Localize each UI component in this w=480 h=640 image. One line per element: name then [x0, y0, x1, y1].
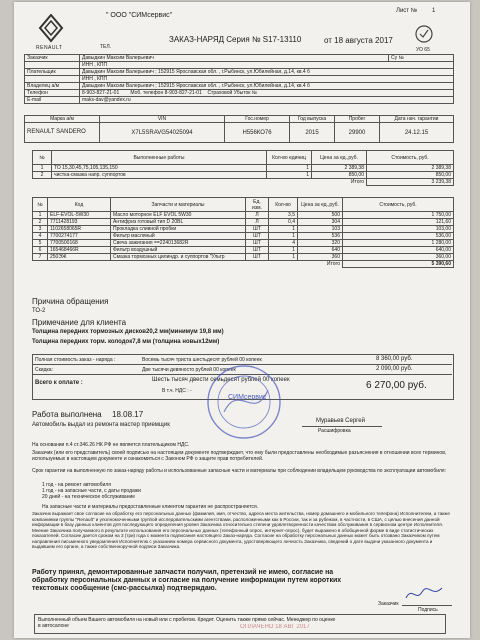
client-row	[25, 83, 454, 90]
works-header: Цена за ед.,руб.	[312, 151, 367, 165]
works-header: №	[33, 151, 52, 165]
parts-header: Ед. изм.	[246, 198, 269, 212]
car-year: 2015	[290, 123, 335, 143]
works-qty: 1	[267, 165, 312, 172]
stamp-code: УО 65	[416, 47, 430, 53]
customer-label: Заказчик	[378, 601, 399, 607]
legal-p3c: 20 дней - на техническое обслуживание	[42, 494, 136, 500]
parts-total: 5 390,60	[343, 261, 454, 268]
car-brand: RENAULT SANDERO	[25, 123, 100, 143]
parts-header: Цена за ед.,руб.	[298, 198, 343, 212]
pay-label: Всего к оплате :	[35, 380, 83, 386]
works-header: Выполненные работы	[52, 151, 267, 165]
works-header-row	[33, 151, 454, 165]
works-total-label: Итого	[33, 179, 367, 186]
legal-p4: На запасные части и материалы предоставленные клиентом гарантия не распространяется.	[42, 504, 259, 510]
legal-p2: Заказчик (или его представитель) своей подписью на настоящем документе подтверждает, что ему были предоставлены необходимые разъяснения в отношении всех терминов, используемых в настоящем документе и ознакомиться с Законом РФ о защите прав потребителей.	[32, 450, 447, 462]
works-header: Стоимость, руб.	[367, 151, 454, 165]
legal-p3a: 1 год - на ремонт автомобиля	[42, 482, 111, 488]
works-qty: 1	[267, 172, 312, 179]
note-label: Примечание для клиента	[32, 318, 127, 327]
full-cost-sum: 8 360,00 руб.	[376, 356, 413, 362]
works-sum: 2 389,38	[367, 165, 454, 172]
reason-label: Причина обращения	[32, 297, 109, 306]
note-line-2: Толщина передних торм. колодок7,8 мм (толщина новых12мм)	[32, 339, 220, 345]
accepted-text: Работу принял, демонтированные запчасти получил, претензий не имею, согласие на обработку персональных данных и согласие на получение информации путем коротких текстовых сообщение (смс-рассылка) подтверждаю.	[32, 569, 342, 592]
client-row	[25, 90, 454, 97]
car-mileage: 29900	[335, 123, 380, 143]
done-date: 18.08.17	[112, 410, 144, 419]
pay-sum: 6 270,00 руб.	[366, 380, 427, 391]
car-header: VIN	[100, 116, 225, 123]
mob-label: Моб. телефон	[130, 90, 164, 96]
legal-p1: На основании п.4 ст.346.26 НК РФ не является плательщиком НДС.	[32, 442, 190, 448]
full-cost-words: Восемь тысяч триста шестьдесят рублей 00 копеек	[142, 357, 262, 363]
paid-stamp: ОПЛАЧЕНО 18 АВГ 2017	[240, 624, 310, 630]
full-cost-label: Полная стоимость заказ - наряда :	[35, 357, 116, 363]
client-label	[25, 62, 80, 69]
parts-row: 7 250ЭЖ Смазка тормозных цилиндр. и суппортов "Ультр ШТ 1 360 360,00	[33, 254, 454, 261]
car-header: Год выпуска	[290, 116, 335, 123]
parts-row: 3 1102658065R Прокладка сливной пробки ШТ 1 103 103,00	[33, 226, 454, 233]
parts-table	[32, 197, 454, 268]
works-header: Кол-во единиц	[267, 151, 312, 165]
company-round-stamp	[204, 362, 284, 442]
su-label: Су №	[389, 55, 454, 62]
note-line-1: Толщина передних тормозных дисков20,2 мм(минимум 19,8 мм)	[32, 329, 224, 335]
client-label: Телефон	[25, 90, 80, 97]
client-label: E-mail	[25, 97, 80, 104]
client-value: Давыдкин Максим Валерьевич ; 152915 Ярославская обл. , г.Рыбинск, ул.Юбилейная, д.14, кв.4 б	[80, 69, 454, 76]
client-label: Владелец а/м	[25, 83, 80, 90]
works-table	[32, 150, 454, 186]
signature-label: Подпись	[418, 607, 438, 613]
client-value: ИНН , КПП	[80, 76, 454, 83]
car-warranty: 24.12.15	[380, 123, 454, 143]
client-row	[25, 97, 454, 104]
company-name: " ООО "СИМсервис"	[106, 12, 173, 19]
works-row	[33, 165, 454, 172]
works-n: 1	[33, 165, 52, 172]
document-date: от 18 августа 2017	[324, 36, 393, 45]
car-vin: X7L5SRAVG54025094	[100, 123, 225, 143]
discount-words: Две тысячи девяносто рублей 00 копеек	[142, 367, 236, 373]
parts-header: Стоимость, руб.	[343, 198, 454, 212]
decode-label: Расшифровка	[318, 428, 351, 434]
parts-header: Код	[48, 198, 111, 212]
client-value: Давыдкин Максим Валерьевич ; 152915 Ярославская обл. , г.Рыбинск, ул.Юбилейная, д.14, кв.4 б	[80, 83, 454, 90]
reason-value: ТО-2	[32, 308, 46, 314]
parts-header: Кол-во	[269, 198, 298, 212]
done-label: Работа выполнена	[32, 410, 102, 419]
car-plate: Н556КО76	[225, 123, 290, 143]
car-header: Гос.номер	[225, 116, 290, 123]
parts-total-row	[33, 261, 454, 268]
stamp-icon	[414, 24, 434, 44]
sheet-label: Лист №	[396, 8, 418, 14]
issued-text: Автомобиль выдал из ремонта мастер приемщик	[32, 422, 170, 428]
logo-text: RENAULT	[36, 45, 63, 51]
car-table	[24, 115, 454, 143]
parts-row: 4 7700274177 Фильтр масляный ШТ 1 536 536,00	[33, 233, 454, 240]
master-name: Муравьев Сергей	[316, 418, 365, 424]
renault-logo	[38, 14, 64, 44]
client-label	[25, 76, 80, 83]
legal-p5: Заказчик выражает свое согласие на обработку его персональных данных (фамилия, имя, отчество, адреса места жительства, номер домашнего и мобильного телефона) Исполнителем, а также компаниями группы "Renault" и уполномоченными группой исследовательскими агентствами, расположенными как в России, так и за рубежом, в частности, в США, с целью внесения данной информации в базу данных клиентов для последующего определения уровня Заказчика относительно степени удовлетворенности качеством обслуживания в сервисном центре Исполнителя. Мнение Заказчика получаемого в результате использования его персональных данных (телефонный опрос, интернет-опрос), будет выражено в обобщенной форме в виде статистических показателей. Согласие дается сроком на 3 (три) года с момента подписания настоящего Заказ-наряда. Согласие на обработку персональных данных может быть отозвано Заказчиком путем направления письменного уведомления Исполнителю с указанием номера сервисного документа, удостоверяющего личность Заказчика, сведений о дате выдачи указанного документа и выдавшем его органе, а также собственноручной подписи Заказчика.	[32, 511, 450, 549]
client-row	[25, 55, 454, 62]
parts-header: Запчасти и материалы	[111, 198, 246, 212]
parts-header: №	[33, 198, 48, 212]
discount-label: Скидка:	[35, 367, 53, 373]
legal-p3b: 1 год - на запасные части, с даты продажи	[42, 488, 141, 494]
client-row	[25, 76, 454, 83]
client-row	[25, 69, 454, 76]
parts-row: 1 ELF-EVOL-5W30 Масло моторное ELF EVOL 5W30 Л 3,5 500 1 750,00	[33, 212, 454, 219]
car-header: Марка а/м	[25, 116, 100, 123]
works-total-row	[33, 179, 454, 186]
customer-signature	[404, 584, 444, 604]
works-name: чистка-смазка напр. суппортов	[52, 172, 267, 179]
client-row	[25, 62, 454, 69]
renault-diamond-icon	[38, 14, 64, 44]
works-n: 2	[33, 172, 52, 179]
client-value: ИНН , КПП	[80, 62, 454, 69]
works-row	[33, 172, 454, 179]
works-price: 850,00	[312, 172, 367, 179]
client-label: Плательщик	[25, 69, 80, 76]
vat-label: В т.ч. НДС : -	[162, 388, 192, 394]
works-name: ТО 15,30,45,75,105,135,150	[52, 165, 267, 172]
client-label: Заказчик	[25, 55, 80, 62]
car-header: Пробег	[335, 116, 380, 123]
works-price: 2 389,38	[312, 165, 367, 172]
client-table	[24, 54, 454, 104]
document-title: ЗАКАЗ-НАРЯД Серия № S17-13110	[169, 35, 302, 44]
pay-words: Шесть тысяч двести семьдесят рублей 00 копеек	[152, 377, 290, 383]
parts-row: 2 7711428193 Антифриз готовый тип D 20BL Л 0,4 304 121,60	[33, 219, 454, 226]
works-total: 3 239,38	[367, 179, 454, 186]
car-header: Дата нач. гарантии	[380, 116, 454, 123]
client-value: maks-dav@yandex.ru	[80, 97, 454, 104]
parts-total-label: Итого	[33, 261, 343, 268]
car-header-row	[25, 116, 454, 123]
footer-text: Выполненный объем Вашего автомобиля на новый или с пробегом. Кредит. Оценить также прямо сейчас. Менеджер по оценке в автосалоне	[38, 617, 336, 629]
client-value: Давыдкин Максим Валерьевич	[80, 55, 389, 62]
parts-row: 6 165468466R Фильтр воздушный ШТ 1 640 640,00	[33, 247, 454, 254]
car-row	[25, 123, 454, 143]
works-sum: 850,00	[367, 172, 454, 179]
stamp-text: СИМсервис	[228, 394, 267, 401]
tel-label: ТЕЛ.	[100, 44, 112, 50]
sheet-number: 1	[432, 8, 436, 14]
mob-value: 8-903-827-21-01	[164, 90, 202, 96]
insurance-label: Страховой Убыток №	[207, 90, 258, 96]
parts-header-row	[33, 198, 454, 212]
phone-value: 8-903-827-21-01	[82, 90, 120, 96]
legal-p3: Срок гарантии на выполненную по заказ-наряду работы и использованные запасные части и материалы при соблюдении владельцем руководства по эксплуатации автомобиля:	[32, 468, 446, 474]
parts-row: 5 7700500168 Свеча зажигания ==224013682R ШТ 4 320 1 280,00	[33, 240, 454, 247]
work-order-document	[14, 2, 470, 638]
discount-sum: 2 090,00 руб.	[376, 366, 413, 372]
